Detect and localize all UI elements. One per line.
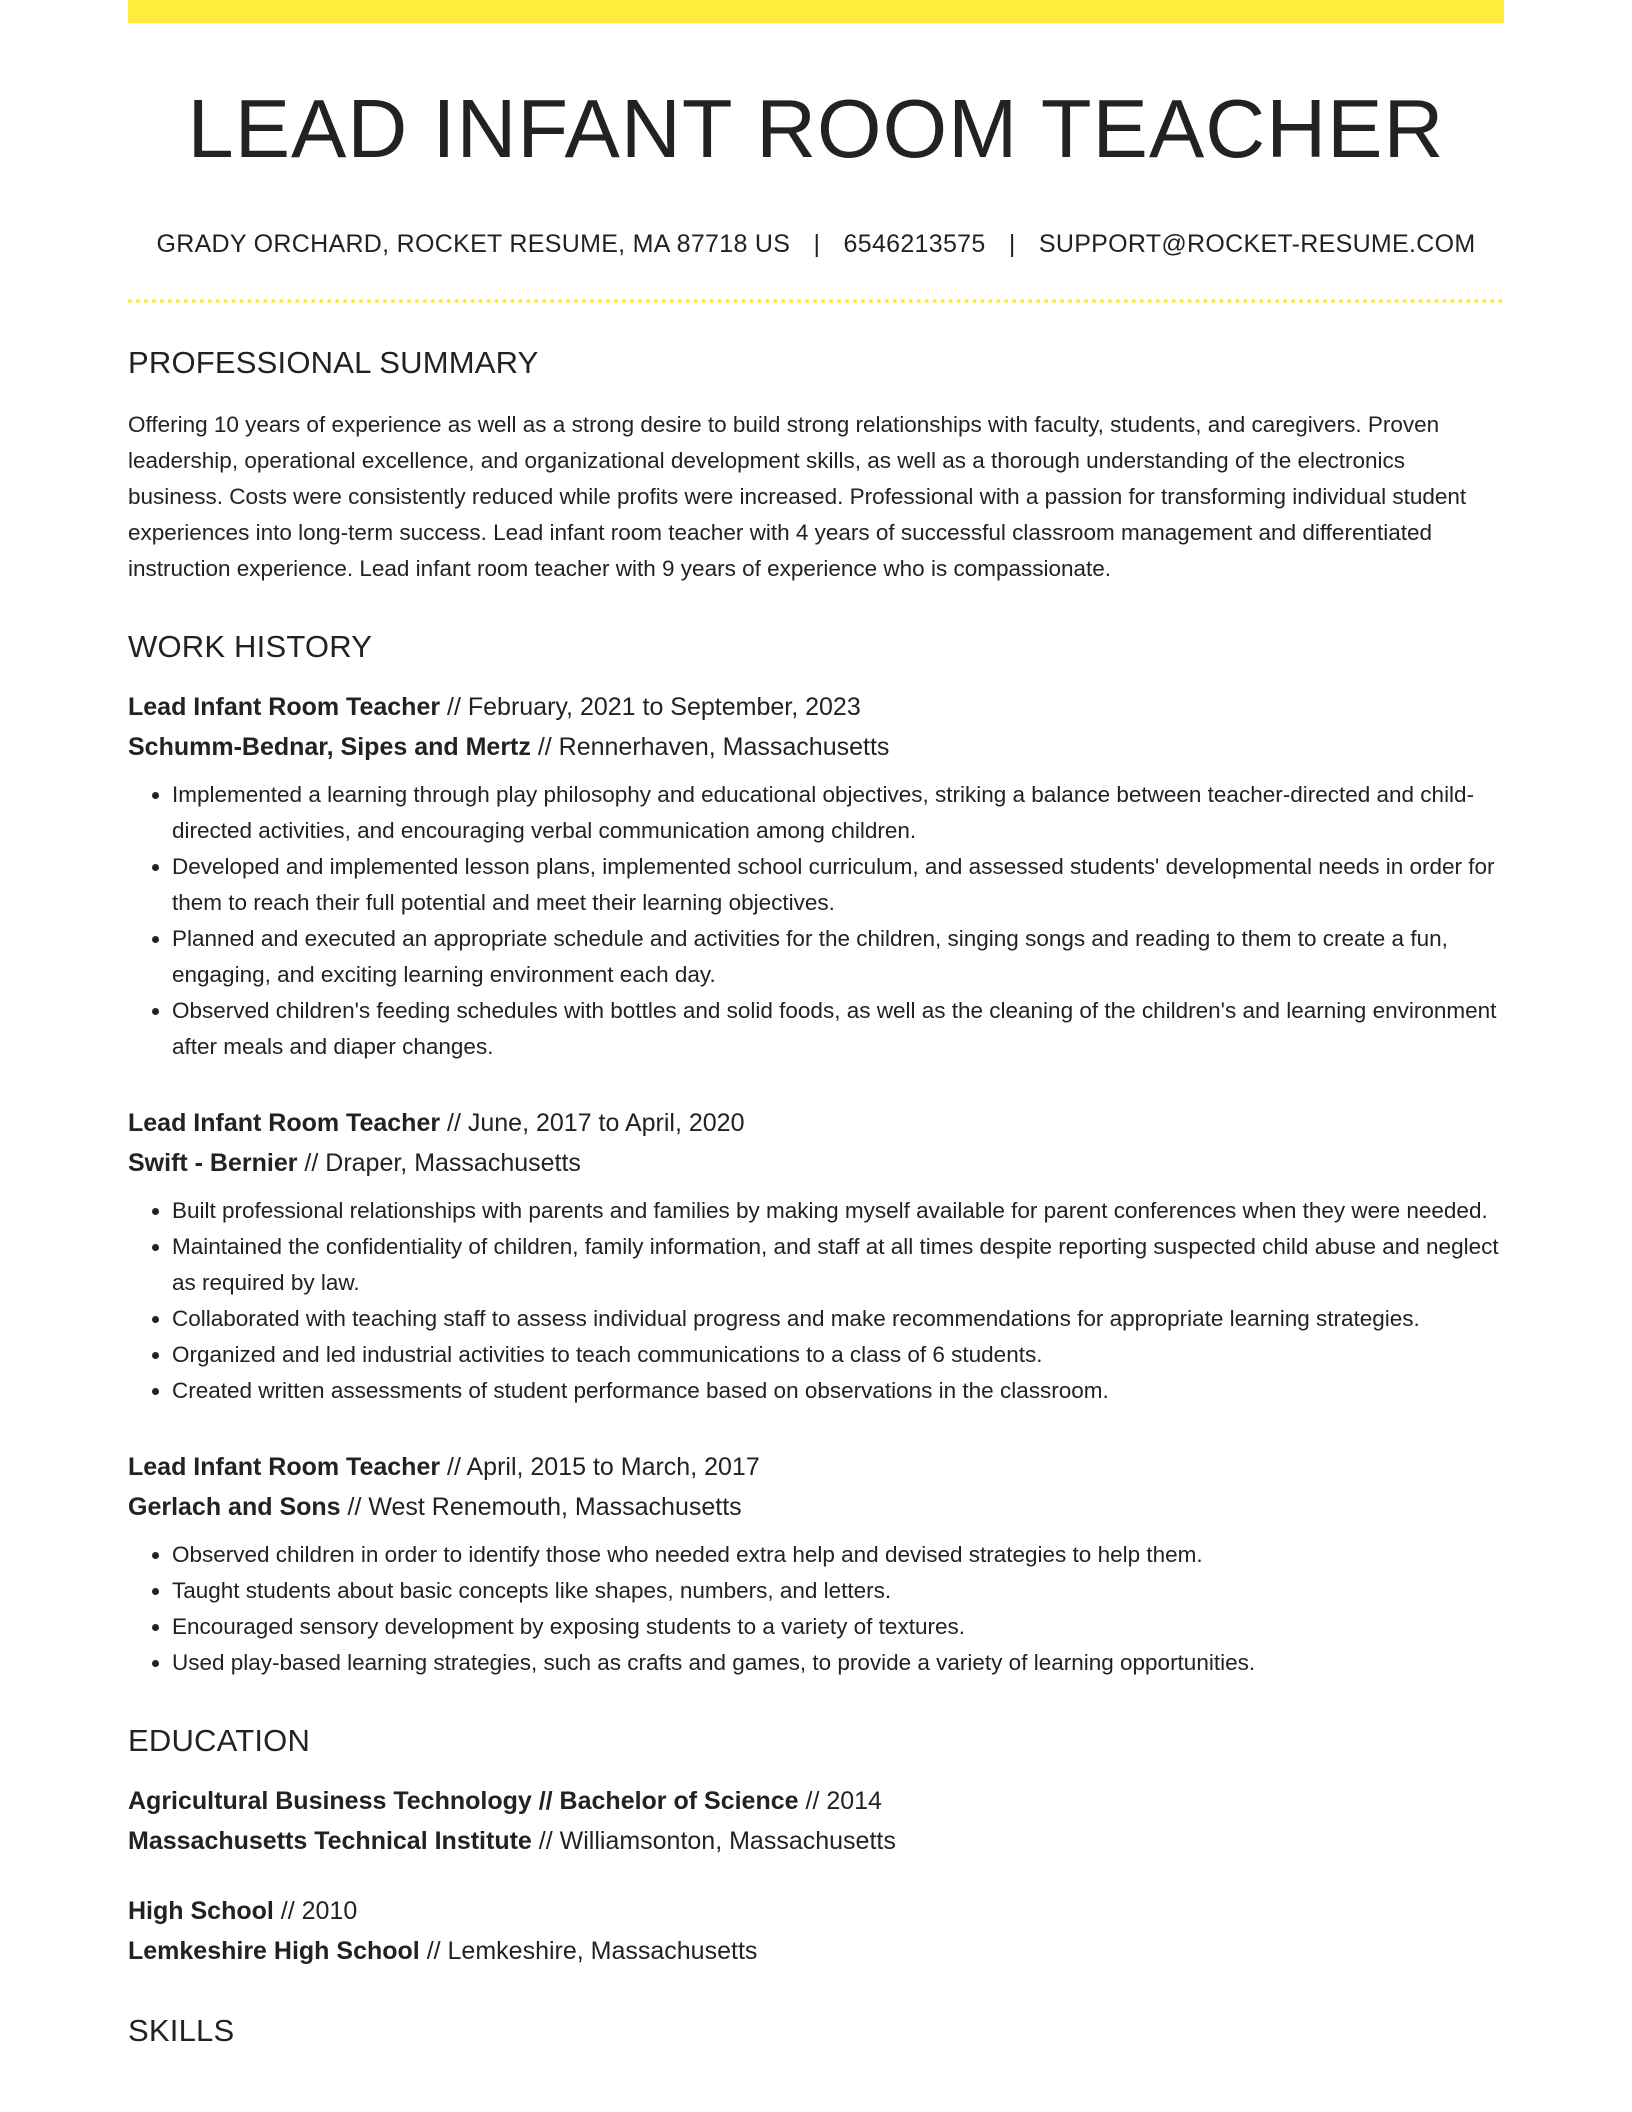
work-history-list bbox=[128, 687, 1504, 1681]
job-dates: // April, 2015 to March, 2017 bbox=[440, 1453, 760, 1482]
list-item: • Used play-based learning strategies, such as crafts and games, to provide a variety of learning opportunities. bbox=[172, 1645, 1504, 1681]
work-history-heading: WORK HISTORY bbox=[128, 629, 373, 665]
job-entry bbox=[128, 1103, 1504, 1409]
list-item: • Implemented a learning through play philosophy and educational objectives, striking a balance between teacher-directed and child-directed activities, and encouraging verbal communication among children. bbox=[172, 777, 1504, 849]
job-bullets bbox=[128, 777, 1504, 1065]
list-item: • Developed and implemented lesson plans, implemented school curriculum, and assessed students' developmental needs in order for them to reach their full potential and meet their learning objectives. bbox=[172, 849, 1504, 921]
summary-heading: PROFESSIONAL SUMMARY bbox=[128, 345, 539, 381]
education-year: // 2014 bbox=[798, 1787, 882, 1816]
job-title: Lead Infant Room Teacher bbox=[128, 1453, 441, 1482]
job-company: Schumm-Bednar, Sipes and Mertz bbox=[128, 733, 531, 762]
contact-address: GRADY ORCHARD, ROCKET RESUME, MA 87718 US bbox=[156, 230, 791, 259]
job-company: Gerlach and Sons bbox=[128, 1493, 341, 1522]
contact-separator: | bbox=[813, 230, 821, 259]
job-bullets bbox=[128, 1193, 1504, 1409]
resume-page bbox=[128, 0, 1504, 2049]
job-dates: // February, 2021 to September, 2023 bbox=[440, 693, 861, 722]
education-degree-line bbox=[128, 1891, 1504, 1931]
summary-text: Offering 10 years of experience as well as a strong desire to build strong relationships with faculty, students, and caregivers. Proven leadership, operational excellence, and organizational development skills, as well as a thorough understanding of the electronics business. Costs were consistently reduced while profits were increased. Professional with a passion for transforming individual student experiences into long-term success. Lead infant room teacher with 4 years of successful classroom management and differentiated instruction experience. Lead infant room teacher with 9 years of experience who is compassionate. bbox=[128, 412, 1467, 582]
list-item: • Taught students about basic concepts like shapes, numbers, and letters. bbox=[172, 1573, 1504, 1609]
education-degree: Agricultural Business Technology // Bachelor of Science bbox=[128, 1787, 799, 1816]
job-bullets bbox=[128, 1537, 1504, 1681]
job-company-line bbox=[128, 1487, 1504, 1527]
education-entry bbox=[128, 1891, 1504, 1971]
contact-phone: 6546213575 bbox=[843, 230, 986, 259]
list-item: • Planned and executed an appropriate schedule and activities for the children, singing songs and reading to them to create a fun, engaging, and exciting learning environment each day. bbox=[172, 921, 1504, 993]
education-location: // Lemkeshire, Massachusetts bbox=[419, 1937, 758, 1966]
job-location: // Draper, Massachusetts bbox=[297, 1149, 581, 1178]
education-school-line bbox=[128, 1821, 1504, 1861]
contact-separator: | bbox=[1008, 230, 1016, 259]
education-school: Lemkeshire High School bbox=[128, 1937, 420, 1966]
job-company: Swift - Bernier bbox=[128, 1149, 298, 1178]
job-entry bbox=[128, 1447, 1504, 1681]
education-degree-line bbox=[128, 1781, 1504, 1821]
job-location: // Rennerhaven, Massachusetts bbox=[530, 733, 890, 762]
education-school-line bbox=[128, 1931, 1504, 1971]
list-item: • Collaborated with teaching staff to assess individual progress and make recommendations for appropriate learning strategies. bbox=[172, 1301, 1504, 1337]
list-item: • Maintained the confidentiality of children, family information, and staff at all times despite reporting suspected child abuse and neglect as required by law. bbox=[172, 1229, 1504, 1301]
list-item: • Organized and led industrial activities to teach communications to a class of 6 students. bbox=[172, 1337, 1504, 1373]
job-company-line bbox=[128, 727, 1504, 767]
accent-bar bbox=[128, 0, 1504, 23]
job-dates: // June, 2017 to April, 2020 bbox=[440, 1109, 745, 1138]
job-entry bbox=[128, 687, 1504, 1065]
education-location: // Williamsonton, Massachusetts bbox=[531, 1827, 896, 1856]
dotted-divider bbox=[128, 299, 1504, 303]
contact-email: SUPPORT@ROCKET-RESUME.COM bbox=[1038, 230, 1476, 259]
education-heading: EDUCATION bbox=[128, 1723, 311, 1759]
education-year: // 2010 bbox=[273, 1897, 358, 1926]
contact-line bbox=[128, 230, 1504, 259]
job-title: Lead Infant Room Teacher bbox=[128, 693, 441, 722]
list-item: • Built professional relationships with parents and families by making myself available for parent conferences when they were needed. bbox=[172, 1193, 1504, 1229]
job-location: // West Renemouth, Massachusetts bbox=[340, 1493, 742, 1522]
education-entry bbox=[128, 1781, 1504, 1861]
education-degree: High School bbox=[128, 1897, 274, 1926]
job-title-line bbox=[128, 1103, 1504, 1143]
job-company-line bbox=[128, 1143, 1504, 1183]
list-item: • Created written assessments of student performance based on observations in the classroom. bbox=[172, 1373, 1504, 1409]
education-list bbox=[128, 1781, 1504, 1971]
list-item: • Observed children's feeding schedules with bottles and solid foods, as well as the cleaning of the children's and learning environment after meals and diaper changes. bbox=[172, 993, 1504, 1065]
list-item: • Encouraged sensory development by exposing students to a variety of textures. bbox=[172, 1609, 1504, 1645]
resume-title: LEAD INFANT ROOM TEACHER bbox=[187, 82, 1445, 175]
job-title-line bbox=[128, 687, 1504, 727]
job-title: Lead Infant Room Teacher bbox=[128, 1109, 441, 1138]
education-school: Massachusetts Technical Institute bbox=[128, 1827, 532, 1856]
job-title-line bbox=[128, 1447, 1504, 1487]
skills-heading: SKILLS bbox=[128, 2013, 235, 2049]
list-item: • Observed children in order to identify those who needed extra help and devised strategies to help them. bbox=[172, 1537, 1504, 1573]
